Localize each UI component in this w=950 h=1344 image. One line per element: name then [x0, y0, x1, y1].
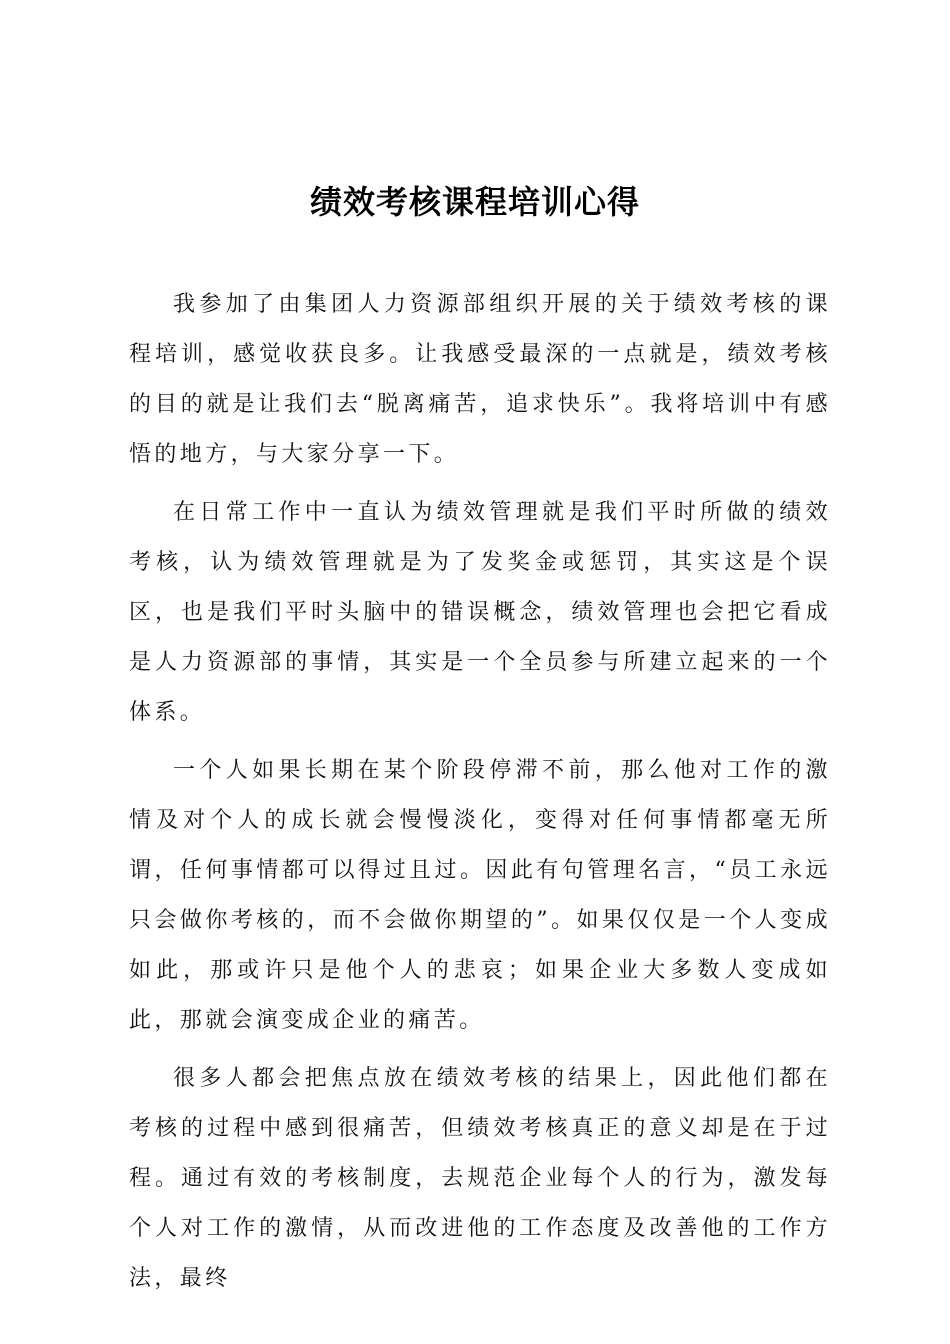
paragraph-3: 一个人如果长期在某个阶段停滞不前，那么他对工作的激情及对个人的成长就会慢慢淡化，变得对任何事情都毫无所谓，任何事情都可以得过且过。因此有句管理名言，“员工永远只会做你考核的，而不会做你期望的”。如果仅仅是一个人变成如此，那或许只是他个人的悲哀；如果企业大多数人变成如此，那就会演变成企业的痛苦。 [129, 758, 831, 1033]
page-title: 绩效考核课程培训心得 [309, 183, 640, 221]
paragraph-1: 我参加了由集团人力资源部组织开展的关于绩效考核的课程培训，感觉收获良多。让我感受最深的一点就是，绩效考核的目的就是让我们去“脱离痛苦，追求快乐”。我将培训中有感悟的地方，与大家分享一下。 [129, 292, 831, 467]
paragraph-2: 在日常工作中一直认为绩效管理就是我们平时所做的绩效考核，认为绩效管理就是为了发奖金或惩罚，其实这是个误区，也是我们平时头脑中的错误概念，绩效管理也会把它看成是人力资源部的事情，其实是一个全员参与所建立起来的一个体系。 [129, 500, 831, 725]
paragraph-4: 很多人都会把焦点放在绩效考核的结果上，因此他们都在考核的过程中感到很痛苦，但绩效考核真正的意义却是在于过程。通过有效的考核制度，去规范企业每个人的行为，激发每个人对工作的激情，从而改进他的工作态度及改善他的工作方法，最终 [129, 1066, 831, 1291]
document-body [129, 280, 831, 1312]
